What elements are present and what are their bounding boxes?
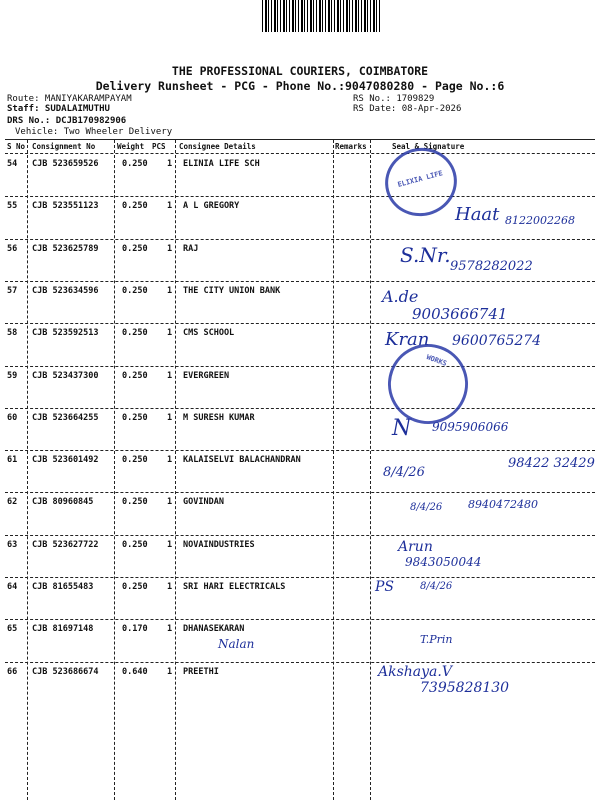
seal-stamp-text: WORKS [425,353,448,368]
row-weight: 0.250 [122,582,148,592]
row-consignee: EVERGREEN [183,370,230,381]
handwritten-signature: 9843050044 [405,554,482,569]
row-consignee: A L GREGORY [183,201,240,212]
table-top-border [5,139,595,140]
vehicle-label: Vehicle: Two Wheeler Delivery [15,127,173,137]
row-weight: 0.640 [122,666,148,677]
row-pcs: 1 [167,624,173,635]
row-consignment-no: CJB 523592513 [32,328,99,339]
row-sno: 57 [7,285,18,296]
row-pcs: 1 [167,285,173,296]
row-weight: 0.250 [122,201,148,212]
row-weight: 0.250 [122,370,148,381]
row-weight: 0.250 [122,455,148,466]
row-consignment-no: CJB 523625789 [32,243,99,254]
handwritten-signature: 8/4/26 [420,581,453,592]
row-consignee: ELINIA LIFE SCH [183,159,260,169]
row-consignment-no: CJB 523551123 [32,201,99,212]
row-divider [5,408,595,409]
row-consignee: PREETHI [183,666,219,677]
row-pcs: 1 [167,497,173,508]
handwritten-signature: A.de [382,286,419,306]
row-weight: 0.250 [122,412,148,423]
row-sno: 66 [7,666,18,677]
row-divider [5,450,595,451]
handwritten-signature: T.Prin [420,633,453,647]
handwritten-signature: 8122002268 [505,214,575,228]
handwritten-signature: N [392,415,412,441]
row-consignment-no: CJB 80960845 [32,497,94,508]
table-header-border [5,153,595,154]
row-divider [5,662,595,663]
row-consignee: NOVAINDUSTRIES [183,539,255,550]
row-pcs: 1 [167,666,173,677]
handwritten-signature: 8/4/26 [410,502,443,514]
row-sno: 63 [7,539,18,550]
handwritten-signature: 9578282022 [450,258,533,274]
row-consignee: M SURESH KUMAR [183,412,255,423]
column-header-sno: S No [7,142,26,151]
column-header-weight: Weight [117,142,145,151]
handwritten-signature: Akshaya.V [378,663,452,680]
row-consignment-no: CJB 523664255 [32,412,99,423]
row-consignment-no: CJB 523437300 [32,370,99,381]
row-pcs: 1 [167,328,173,339]
handwritten-signature: Haat [455,204,500,226]
row-divider [5,366,595,367]
handwritten-signature: 9600765274 [452,333,542,350]
column-header-consignee: Consignee Details [179,142,256,151]
handwritten-signature: 7395828130 [420,679,510,696]
row-sno: 58 [7,328,18,339]
row-sno: 64 [7,582,18,592]
row-sno: 60 [7,412,18,423]
row-sno: 65 [7,624,18,635]
column-header-consignment: Consignment No [32,142,96,151]
row-weight: 0.250 [122,539,148,550]
row-consignment-no: CJB 523627722 [32,539,99,550]
handwritten-signature: 8/4/26 [383,465,425,481]
row-consignment-no: CJB 523634596 [32,285,99,296]
row-sno: 59 [7,370,18,381]
handwritten-signature: Nalan [218,637,255,652]
row-weight: 0.250 [122,328,148,339]
handwritten-signature: Arun [398,538,433,555]
rs-date: RS Date: 08-Apr-2026 [353,104,462,114]
row-weight: 0.250 [122,243,148,254]
row-consignee: SRI HARI ELECTRICALS [183,582,286,592]
drs-label: DRS No.: DCJB170982906 [7,116,127,126]
handwritten-signature: 8940472480 [468,498,538,512]
row-weight: 0.170 [122,624,148,635]
row-weight: 0.250 [122,285,148,296]
row-consignee: CMS SCHOOL [183,328,235,339]
handwritten-signature: PS [375,579,395,595]
row-weight: 0.250 [122,497,148,508]
row-divider [5,492,595,493]
row-pcs: 1 [167,243,173,254]
row-pcs: 1 [167,159,173,169]
seal-stamp-text: ELIXIA LIFE [396,169,444,189]
barcode [262,0,382,32]
handwritten-signature: 9003666741 [412,304,508,323]
company-title: THE PROFESSIONAL COURIERS, COIMBATORE [171,64,429,78]
row-divider [5,281,595,282]
row-divider [5,196,595,197]
row-consignment-no: CJB 523659526 [32,159,99,169]
row-pcs: 1 [167,582,173,592]
row-pcs: 1 [167,370,173,381]
row-consignee: THE CITY UNION BANK [183,285,281,296]
row-sno: 62 [7,497,18,508]
row-sno: 61 [7,455,18,466]
row-divider [5,535,595,536]
row-consignment-no: CJB 523686674 [32,666,99,677]
row-consignment-no: CJB 81697148 [32,624,94,635]
row-consignee: KALAISELVI BALACHANDRAN [183,455,301,466]
row-consignee: GOVINDAN [183,497,224,508]
staff-label: Staff: SUDALAIMUTHU [7,104,110,114]
row-consignee: RAJ [183,243,199,254]
row-pcs: 1 [167,201,173,212]
row-pcs: 1 [167,412,173,423]
row-sno: 55 [7,201,18,212]
row-consignment-no: CJB 81655483 [32,582,94,592]
row-consignment-no: CJB 523601492 [32,455,99,466]
row-sno: 54 [7,159,18,169]
row-divider [5,577,595,578]
row-divider [5,323,595,324]
runsheet-subtitle: Delivery Runsheet - PCG - Phone No.:9047080280 - Page No.:6 [95,79,505,93]
row-pcs: 1 [167,455,173,466]
row-sno: 56 [7,243,18,254]
column-header-remarks: Remarks [335,142,367,151]
row-divider [5,239,595,240]
row-consignee: DHANASEKARAN [183,624,245,635]
column-header-seal: Seal & Signature [392,142,465,151]
handwritten-signature: 9095906066 [432,419,509,434]
row-weight: 0.250 [122,159,148,169]
row-pcs: 1 [167,539,173,550]
handwritten-signature: Kran [385,329,430,351]
column-header-pcs: PCS [152,142,166,151]
handwritten-signature: S.Nr. [400,242,451,267]
handwritten-signature: 98422 32429 [508,456,595,472]
route-label: Route: MANIYAKARAMPAYAM [7,94,132,104]
rs-number: RS No.: 1709829 [353,94,435,104]
row-divider [5,619,595,620]
